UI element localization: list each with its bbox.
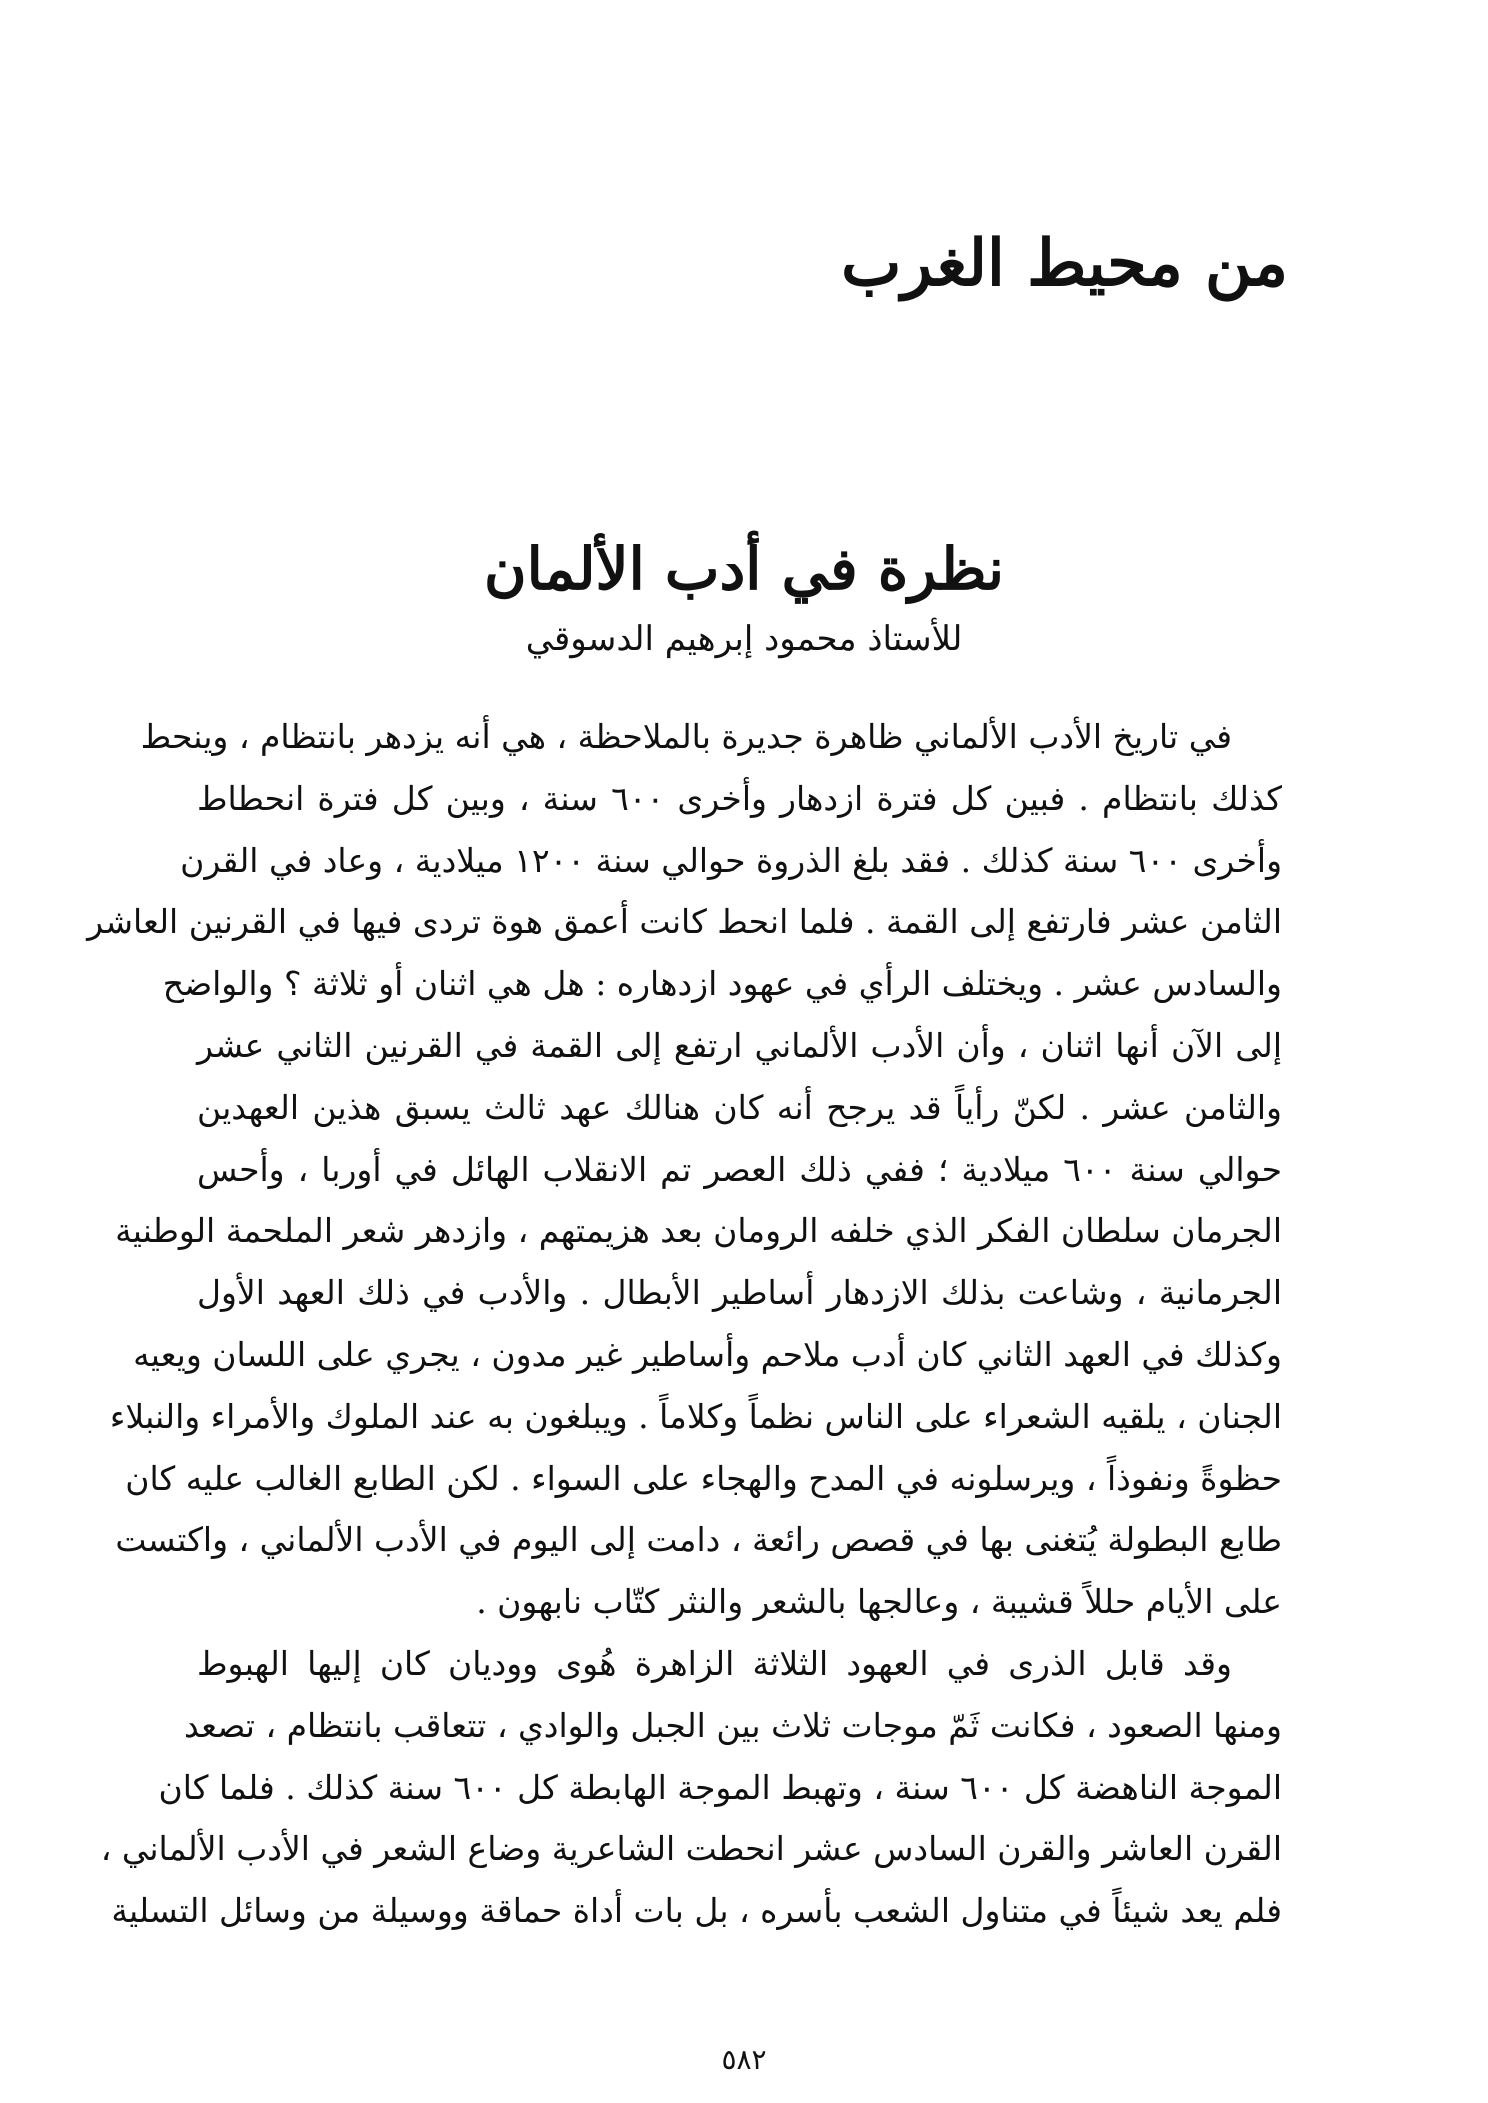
text-line: الجرمانية ، وشاعت بذلك الازدهار أساطير الأبطال . والأدب في ذلك العهد الأول <box>197 1273 1282 1313</box>
text-line: كذلك بانتظام . فبين كل فترة ازدهار وأخرى ٦٠٠ سنة ، وبين كل فترة انحطاط <box>197 778 1282 818</box>
text-line: حوالي سنة ٦٠٠ ميلادية ؛ ففي ذلك العصر تم الانقلاب الهائل في أوربا ، وأحس <box>197 1149 1282 1189</box>
text-line: وكذلك في العهد الثاني كان أدب ملاحم وأساطير غير مدون ، يجري على اللسان ويعيه <box>133 1334 1282 1374</box>
text-line: والسادس عشر . ويختلف الرأي في عهود ازدهاره : هل هي اثنان أو ثلاثة ؟ والواضح <box>162 964 1282 1004</box>
article-author: للأستاذ محمود إبرهيم الدسوقي <box>525 619 963 659</box>
article-title: نظرة في أدب الألمان <box>484 535 1004 603</box>
text-line: فلم يعد شيئاً في متناول الشعب بأسره ، بل بات أداة حماقة ووسيلة من وسائل التسلية <box>111 1891 1282 1931</box>
section-header: من محيط الغرب <box>841 226 1288 301</box>
text-line: حظوةً ونفوذاً ، ويرسلونه في المدح والهجاء على السواء . لكن الطابع الغالب عليه كان <box>125 1458 1282 1498</box>
text-line: وقد قابل الذرى في العهود الثلاثة الزاهرة هُوى ووديان كان إليها الهبوط <box>197 1643 1232 1683</box>
text-line: في تاريخ الأدب الألماني ظاهرة جديرة بالملاحظة ، هي أنه يزدهر بانتظام ، وينحط <box>140 717 1232 756</box>
text-line: القرن العاشر والقرن السادس عشر انحطت الشاعرية وضاع الشعر في الأدب الألماني ، <box>100 1829 1282 1869</box>
article-body <box>87 706 1282 1942</box>
text-line: الجنان ، يلقيه الشعراء على الناس نظماً وكلاماً . ويبلغون به عند الملوك والأمراء والنبلاء <box>109 1396 1282 1436</box>
text-line: ومنها الصعود ، فكانت ثَمّ موجات ثلاث بين الجبل والوادي ، تتعاقب بانتظام ، تصعد <box>183 1705 1282 1745</box>
text-line: الثامن عشر فارتفع إلى القمة . فلما انحط كانت أعمق هوة تردى فيها في القرنين العاشر <box>87 902 1282 942</box>
text-line: طابع البطولة يُتغنى بها في قصص رائعة ، دامت إلى اليوم في الأدب الألماني ، واكتست <box>115 1520 1282 1560</box>
text-line: الموجة الناهضة كل ٦٠٠ سنة ، وتهبط الموجة الهابطة كل ٦٠٠ سنة كذلك . فلما كان <box>158 1767 1282 1807</box>
text-line: والثامن عشر . لكنّ رأياً قد يرجح أنه كان هنالك عهد ثالث يسبق هذين العهدين <box>197 1087 1282 1127</box>
text-line: الجرمان سلطان الفكر الذي خلفه الرومان بعد هزيمتهم ، وازدهر شعر الملحمة الوطنية <box>115 1211 1282 1251</box>
text-line: على الأيام حللاً قشيبة ، وعالجها بالشعر والنثر كتّاب نابهون . <box>476 1582 1282 1622</box>
page-number: ٥٨٢ <box>721 2043 767 2076</box>
text-line: وأخرى ٦٠٠ سنة كذلك . فقد بلغ الذروة حوالي سنة ١٢٠٠ ميلادية ، وعاد في القرن <box>180 840 1282 880</box>
text-line: إلى الآن أنها اثنان ، وأن الأدب الألماني ارتفع إلى القمة في القرنين الثاني عشر <box>197 1025 1282 1065</box>
